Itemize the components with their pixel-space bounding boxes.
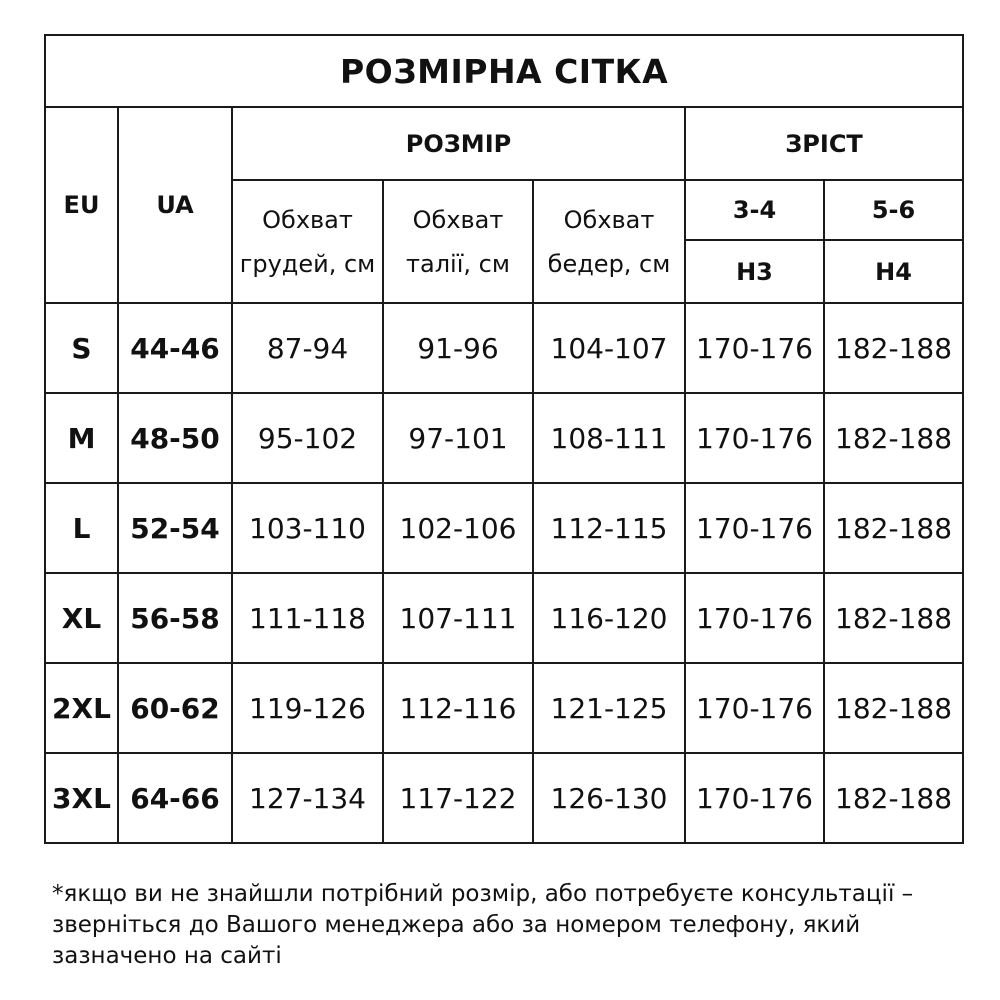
footnote-line2: зверніться до Вашого менеджера або за номером телефону, який bbox=[52, 912, 861, 938]
cell-hips: 126-130 bbox=[533, 753, 685, 843]
cell-eu: M bbox=[45, 393, 118, 483]
cell-eu: XL bbox=[45, 573, 118, 663]
cell-waist: 91-96 bbox=[383, 303, 533, 393]
table-row bbox=[45, 573, 963, 663]
cell-ua: 48-50 bbox=[118, 393, 232, 483]
cell-chest: 111-118 bbox=[232, 573, 383, 663]
footnote bbox=[52, 879, 972, 972]
cell-waist: 112-116 bbox=[383, 663, 533, 753]
cell-height-5-6: 182-188 bbox=[824, 483, 963, 573]
cell-height-5-6: 182-188 bbox=[824, 303, 963, 393]
header-hips-line1: Обхват bbox=[563, 205, 655, 234]
cell-eu: S bbox=[45, 303, 118, 393]
header-height-h3: Н3 bbox=[685, 240, 824, 303]
cell-eu: L bbox=[45, 483, 118, 573]
cell-height-3-4: 170-176 bbox=[685, 573, 824, 663]
footnote-line1: *якщо ви не знайшли потрібний розмір, або потребуєте консультації – bbox=[52, 881, 914, 907]
header-waist-line1: Обхват bbox=[412, 205, 504, 234]
header-height-h4: Н4 bbox=[824, 240, 963, 303]
size-chart-table bbox=[44, 34, 964, 844]
cell-hips: 121-125 bbox=[533, 663, 685, 753]
header-hips bbox=[533, 180, 685, 303]
footnote-line3: зазначено на сайті bbox=[52, 943, 282, 969]
cell-hips: 108-111 bbox=[533, 393, 685, 483]
cell-height-5-6: 182-188 bbox=[824, 393, 963, 483]
cell-hips: 104-107 bbox=[533, 303, 685, 393]
cell-ua: 60-62 bbox=[118, 663, 232, 753]
cell-height-3-4: 170-176 bbox=[685, 753, 824, 843]
cell-height-3-4: 170-176 bbox=[685, 663, 824, 753]
cell-eu: 2XL bbox=[45, 663, 118, 753]
header-chest-line1: Обхват bbox=[262, 205, 353, 234]
header-hips-line2: бедер, см bbox=[547, 249, 671, 278]
cell-chest: 119-126 bbox=[232, 663, 383, 753]
cell-height-5-6: 182-188 bbox=[824, 663, 963, 753]
header-waist-line2: талії, см bbox=[406, 249, 510, 278]
cell-chest: 127-134 bbox=[232, 753, 383, 843]
cell-height-5-6: 182-188 bbox=[824, 573, 963, 663]
cell-chest: 103-110 bbox=[232, 483, 383, 573]
chart-title: РОЗМІРНА СІТКА bbox=[45, 35, 963, 107]
header-eu: EU bbox=[45, 107, 118, 303]
header-chest-line2: грудей, см bbox=[239, 249, 376, 278]
table-row bbox=[45, 663, 963, 753]
header-height-5-6: 5-6 bbox=[824, 180, 963, 240]
header-size-group: РОЗМІР bbox=[232, 107, 685, 180]
header-height-3-4: 3-4 bbox=[685, 180, 824, 240]
table-row bbox=[45, 393, 963, 483]
header-chest bbox=[232, 180, 383, 303]
cell-waist: 107-111 bbox=[383, 573, 533, 663]
cell-waist: 97-101 bbox=[383, 393, 533, 483]
table-row bbox=[45, 483, 963, 573]
cell-ua: 56-58 bbox=[118, 573, 232, 663]
table-row bbox=[45, 753, 963, 843]
cell-height-3-4: 170-176 bbox=[685, 303, 824, 393]
cell-hips: 116-120 bbox=[533, 573, 685, 663]
cell-waist: 117-122 bbox=[383, 753, 533, 843]
cell-ua: 52-54 bbox=[118, 483, 232, 573]
cell-waist: 102-106 bbox=[383, 483, 533, 573]
header-height-group: ЗРІСТ bbox=[685, 107, 963, 180]
cell-ua: 64-66 bbox=[118, 753, 232, 843]
header-waist bbox=[383, 180, 533, 303]
cell-chest: 87-94 bbox=[232, 303, 383, 393]
cell-chest: 95-102 bbox=[232, 393, 383, 483]
header-ua: UA bbox=[118, 107, 232, 303]
cell-height-5-6: 182-188 bbox=[824, 753, 963, 843]
cell-ua: 44-46 bbox=[118, 303, 232, 393]
cell-height-3-4: 170-176 bbox=[685, 483, 824, 573]
cell-hips: 112-115 bbox=[533, 483, 685, 573]
table-row bbox=[45, 303, 963, 393]
cell-height-3-4: 170-176 bbox=[685, 393, 824, 483]
cell-eu: 3XL bbox=[45, 753, 118, 843]
